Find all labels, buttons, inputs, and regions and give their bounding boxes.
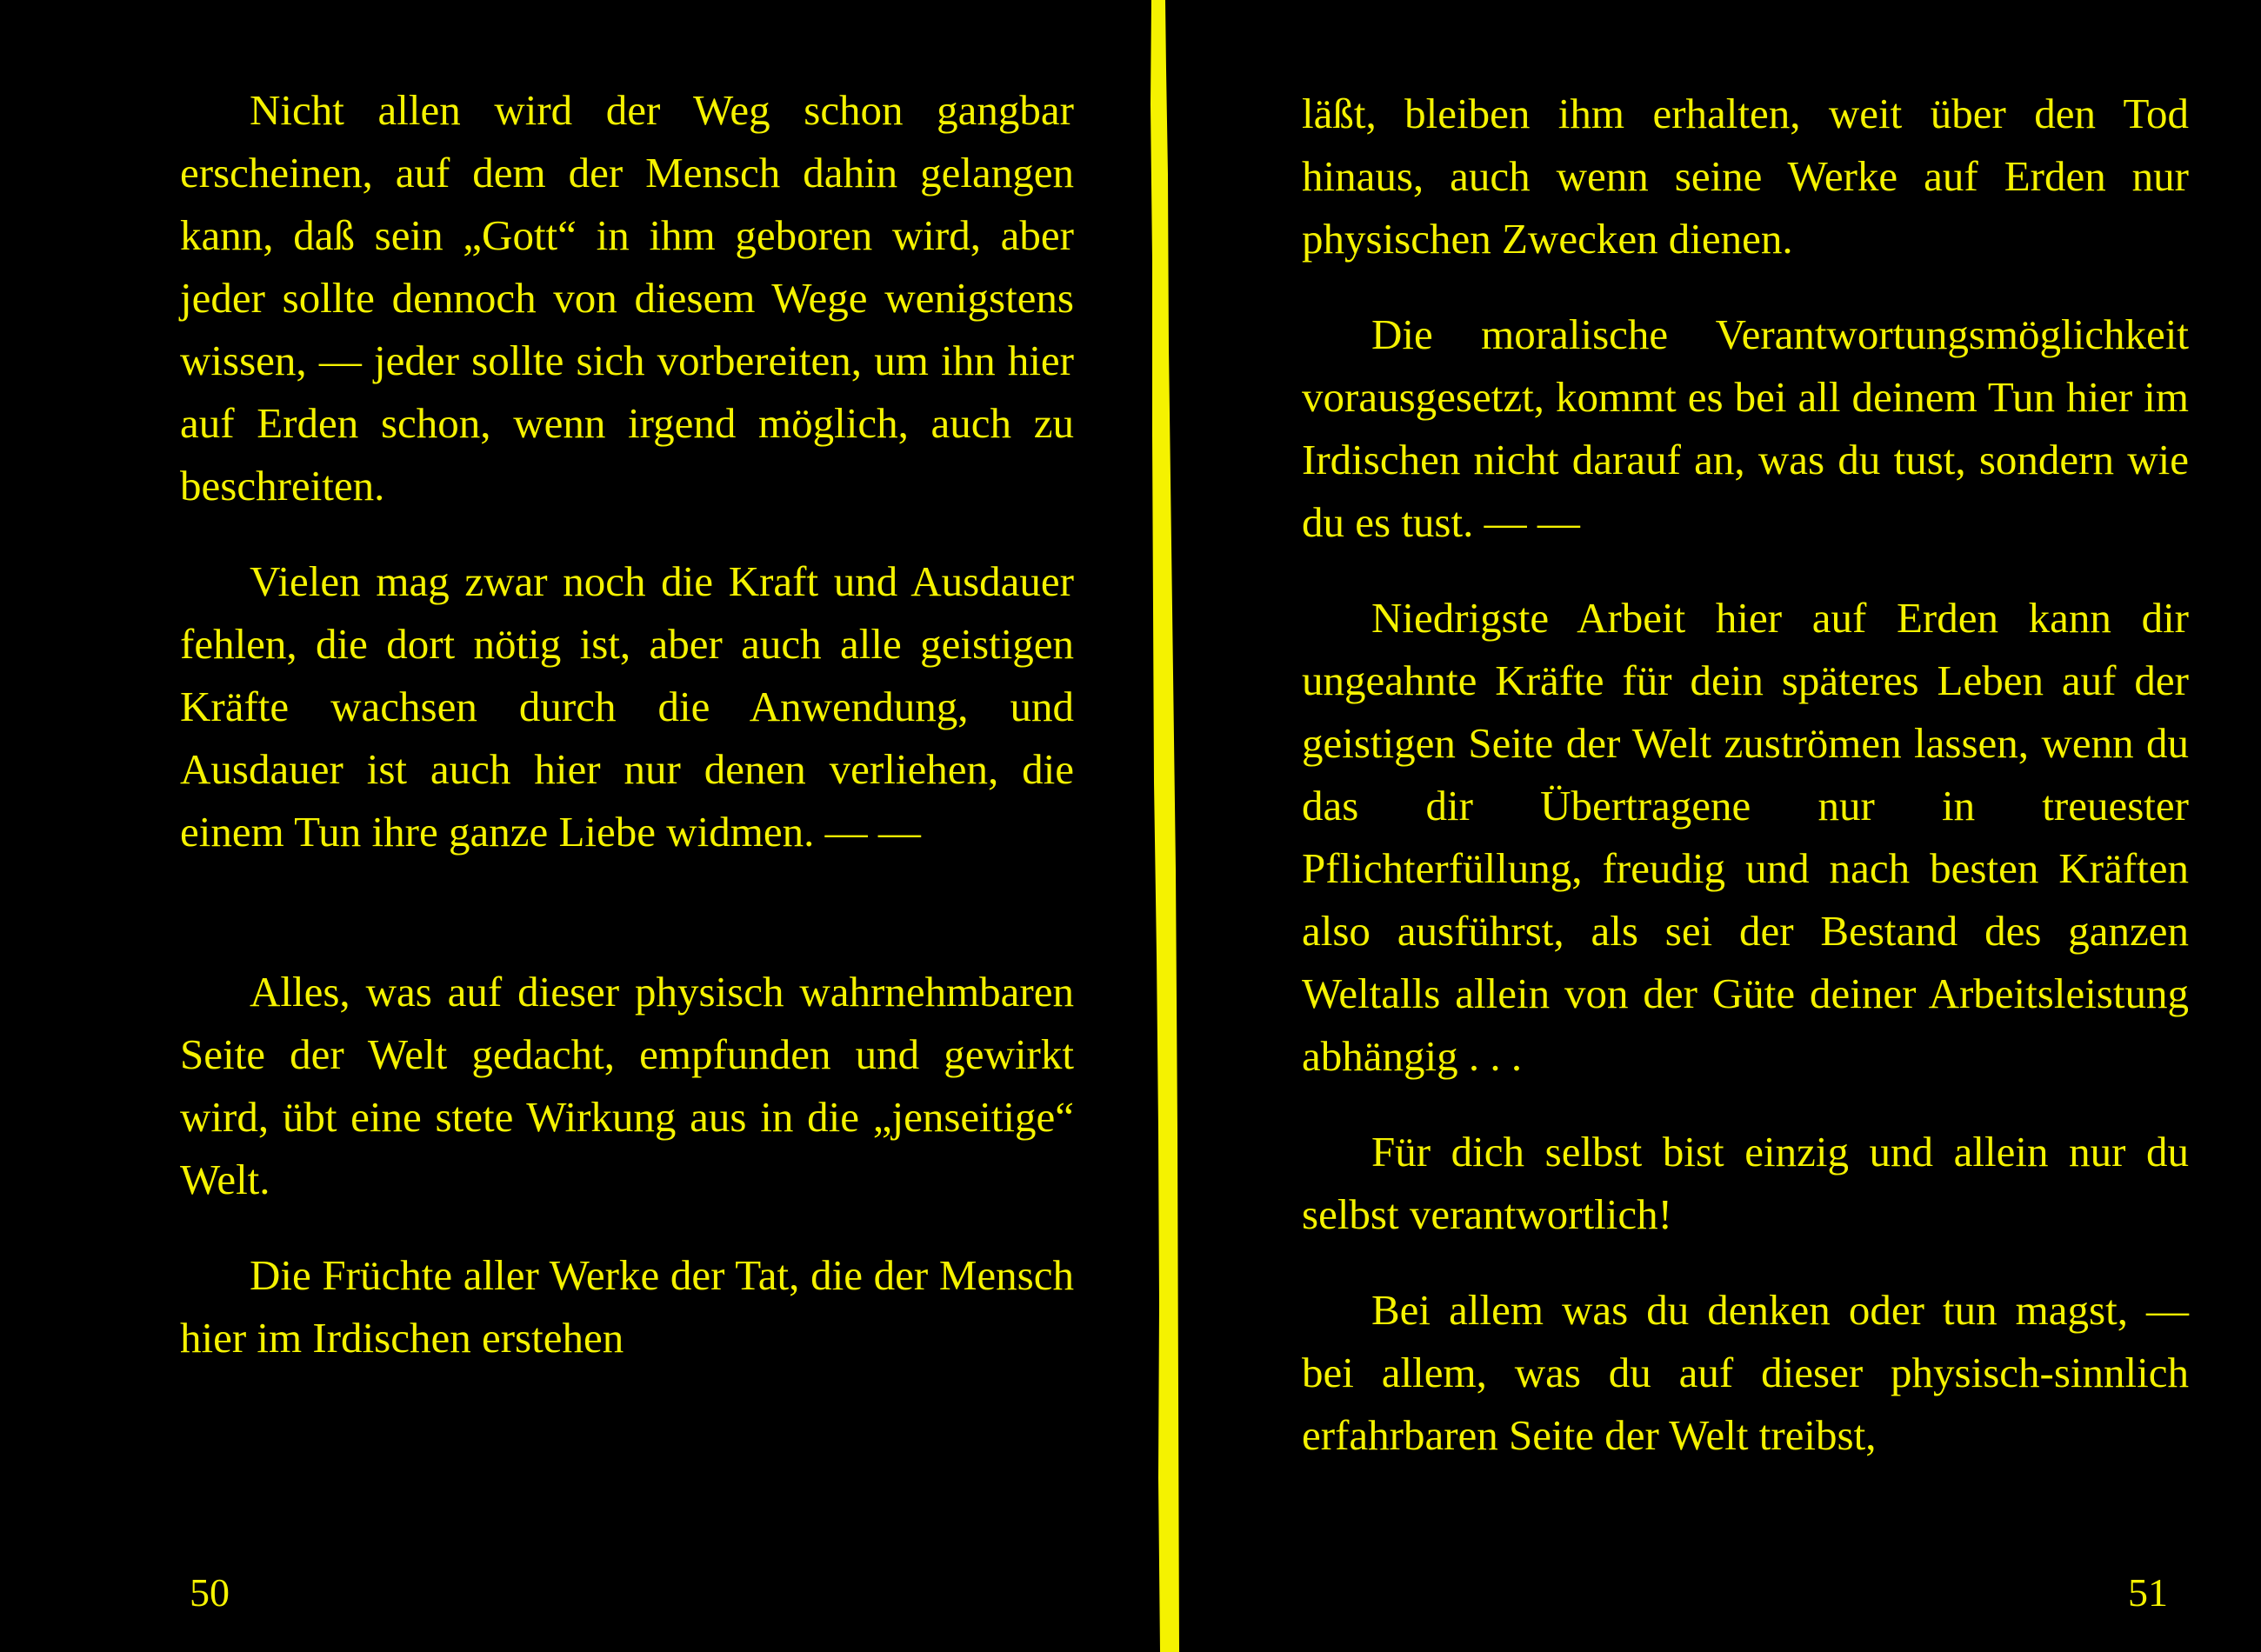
paragraph: Nicht allen wird der Weg schon gangbar erscheinen, auf dem der Mensch dahin gelangen kann, daß sein „Gott“ in ihm geboren wird, aber jeder sollte dennoch von diesem Wege wenigstens wissen, — jeder sollte sich vorbereiten, um ihn hier auf Erden schon, wenn irgend möglich, auch zu beschreiten. (180, 86, 1074, 510)
left-page-text (180, 79, 1074, 1369)
paragraph: Die moralische Verantwortungsmöglichkeit vorausgesetzt, kommt es bei all deinem Tun hier im Irdischen nicht darauf an, was du tust, sondern wie du es tust. — — (1302, 310, 2189, 546)
page-number-right: 51 (2128, 1570, 2168, 1615)
paragraph: Die Früchte aller Werke der Tat, die der Mensch hier im Irdischen erstehen (180, 1251, 1074, 1362)
paragraph: Bei allem was du denken oder tun magst, — bei allem, was du auf dieser physisch-sinnlich erfahrbaren Seite der Welt treibst, (1302, 1286, 2189, 1459)
paragraph: Vielen mag zwar noch die Kraft und Ausdauer fehlen, die dort nötig ist, aber auch alle geistigen Kräfte wachsen durch die Anwendung, und Ausdauer ist auch hier nur denen verliehen, die einem Tun ihre ganze Liebe widmen. — — (180, 557, 1074, 856)
right-page-text (1302, 83, 2189, 1467)
paragraph: läßt, bleiben ihm erhalten, weit über den Tod hinaus, auch wenn seine Werke auf Erden nur physischen Zwecken dienen. (1302, 90, 2189, 263)
book-gutter (1139, 0, 1191, 1652)
paragraph: Alles, was auf dieser physisch wahrnehmbaren Seite der Welt gedacht, empfunden und gewirkt wird, übt eine stete Wirkung aus in die „jenseitige“ Welt. (180, 968, 1074, 1203)
paragraph: Niedrigste Arbeit hier auf Erden kann dir ungeahnte Kräfte für dein späteres Leben auf der geistigen Seite der Welt zuströmen lassen, wenn du das dir Übertragene nur in treuester Pflichterfüllung, freudig und nach besten Kräften also ausführst, als sei der Bestand des ganzen Weltalls allein von der Güte deiner Arbeitsleistung abhängig . . . (1302, 594, 2189, 1080)
paragraph: Für dich selbst bist einzig und allein nur du selbst verantwortlich! (1302, 1128, 2189, 1238)
page-number-left: 50 (190, 1570, 230, 1615)
gutter-fill (1151, 0, 1179, 1652)
gutter-shape (1139, 0, 1191, 1652)
right-page (1191, 0, 2261, 1652)
